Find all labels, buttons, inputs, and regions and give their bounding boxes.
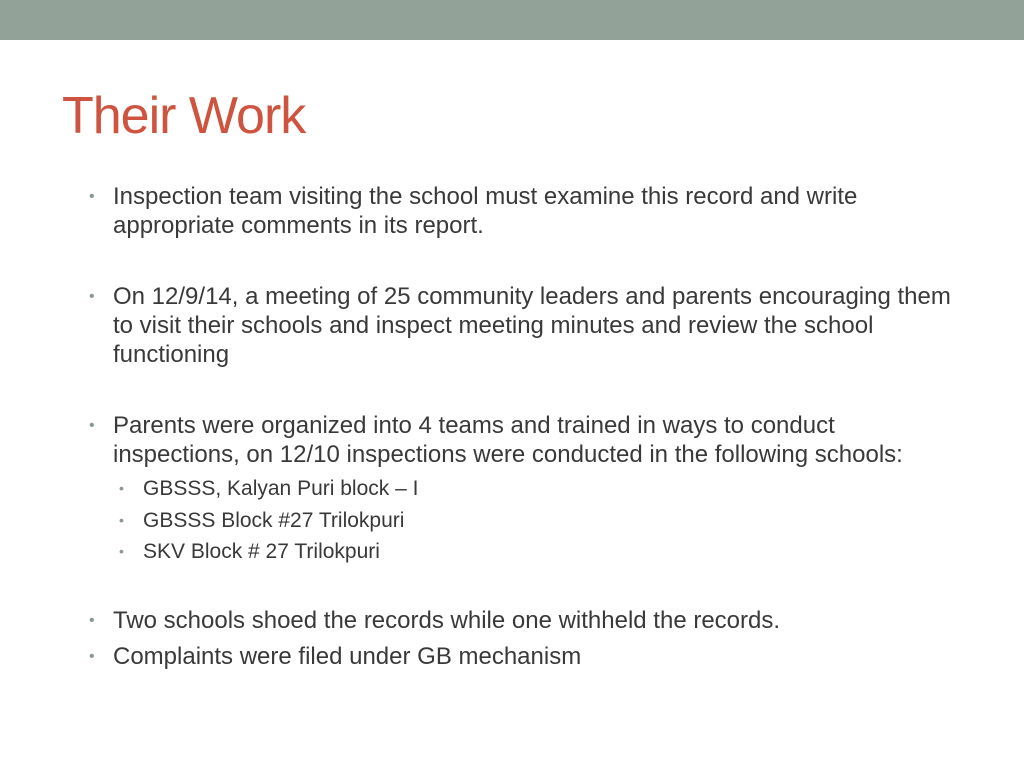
bullet-text: On 12/9/14, a meeting of 25 community leaders and parents encouraging them to visit their schools and inspect meeting minutes and review the school functioning: [113, 283, 951, 368]
sub-bullet-icon: •: [119, 511, 124, 528]
bullet-text: Parents were organized into 4 teams and trained in ways to conduct inspections, on 12/10 inspections were conducted in the following schools:: [113, 412, 903, 468]
slide-body: [86, 182, 966, 671]
sub-bullet-icon: •: [119, 480, 124, 496]
sub-bullet-item: [116, 536, 966, 568]
bullet-text: Complaints were filed under GB mechanism: [113, 642, 582, 670]
bullet-icon: •: [89, 611, 95, 629]
bullet-item: [86, 182, 966, 240]
bullet-text: Two schools shoed the records while one withheld the records.: [113, 606, 781, 634]
top-accent-band: [0, 0, 1024, 40]
sub-bullet-text: GBSSS Block #27 Trilokpuri: [143, 508, 405, 532]
bullet-icon: •: [89, 188, 95, 205]
sub-bullet-text: SKV Block # 27 Trilokpuri: [143, 540, 380, 563]
bullet-item: [86, 642, 966, 671]
bullet-item: [86, 411, 966, 469]
sub-bullet-text: GBSSS, Kalyan Puri block – I: [143, 477, 419, 500]
sub-bullet-item: [116, 473, 966, 505]
sub-bullet-item: [116, 505, 966, 537]
bullet-item: [86, 282, 966, 369]
bullet-icon: •: [89, 288, 95, 305]
slide-title: Their Work: [62, 87, 306, 145]
sub-bullet-icon: •: [119, 543, 124, 559]
bullet-icon: •: [89, 417, 95, 434]
bullet-text: Inspection team visiting the school must examine this record and write appropriate comments in its report.: [113, 183, 858, 239]
bullet-icon: •: [89, 647, 95, 665]
bullet-item: [86, 606, 966, 635]
